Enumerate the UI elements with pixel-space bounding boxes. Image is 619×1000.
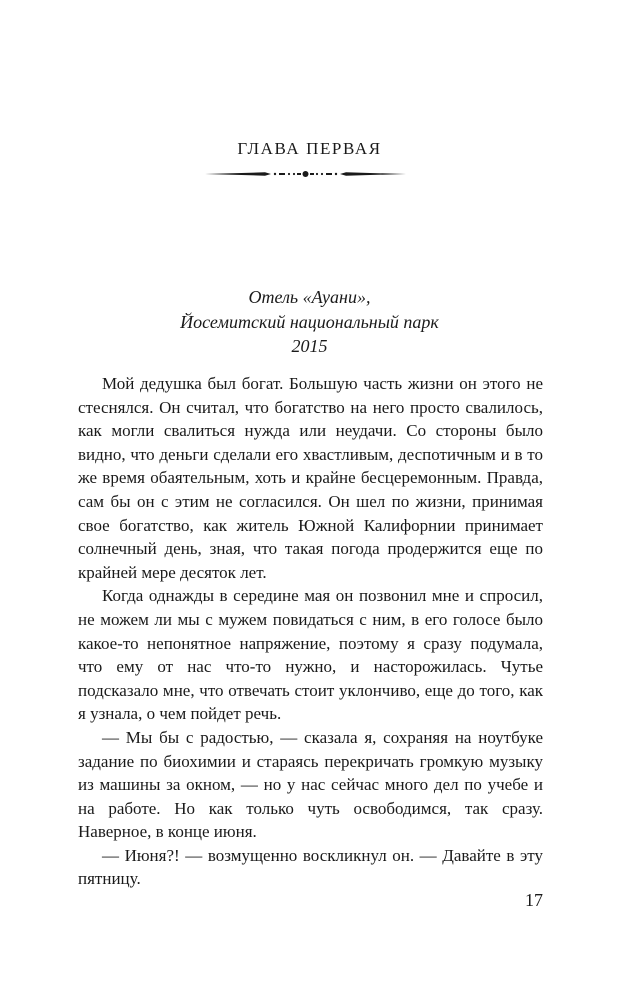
page-number: 17 xyxy=(525,890,543,910)
paragraph: Когда однажды в середине мая он позвонил мне и спросил, не можем ли мы с мужем повидаться с ним, в его голосе было какое-то непонятное напряжение, поэтому я сразу подумала, что ему от нас что-то нужно, и насторожилась. Чутье подсказало мне, что отвечать стоит уклончиво, еще до того, как я узнала, о чем пойдет речь. xyxy=(78,586,543,724)
epigraph-line: 2015 xyxy=(291,336,328,356)
epigraph-line: Отель «Ауани», xyxy=(248,287,371,307)
body-text xyxy=(78,372,543,891)
paragraph: Мой дедушка был богат. Большую часть жизни он этого не стеснялся. Он считал, что богатство на него просто свалилось, как могли свалиться нужда или неудачи. Со стороны было видно, что деньги сделали его хвастливым, деспотичным и в то же время обаятельным, хоть и крайне бесцеремонным. Правда, сам бы он с этим не согласился. Он шел по жизни, принимая свое богатство, как житель Южной Калифорнии принимает солнечный день, зная, что такая погода продержится еще по крайней мере десяток лет. xyxy=(78,374,543,582)
epigraph-line: Йосемитский национальный парк xyxy=(180,311,439,332)
chapter-title: ГЛАВА ПЕРВАЯ xyxy=(237,139,382,158)
divider-left-rule xyxy=(205,172,271,175)
paragraph: — Мы бы с радостью, — сказала я, сохраняя на ноутбуке задание по биохимии и стараясь перекричать громкую музыку из машины за окном, — но у нас сейчас много дел по учебе и на работе. Но как только чуть освободимся, так сразу. Наверное, в конце июня. xyxy=(78,727,543,842)
divider-right-rule xyxy=(340,172,406,175)
decorative-divider-icon xyxy=(205,166,406,182)
epigraph xyxy=(0,285,619,359)
paragraph: — Июня?! — возмущенно воскликнул он. — Давайте в эту пятницу. xyxy=(78,845,543,889)
